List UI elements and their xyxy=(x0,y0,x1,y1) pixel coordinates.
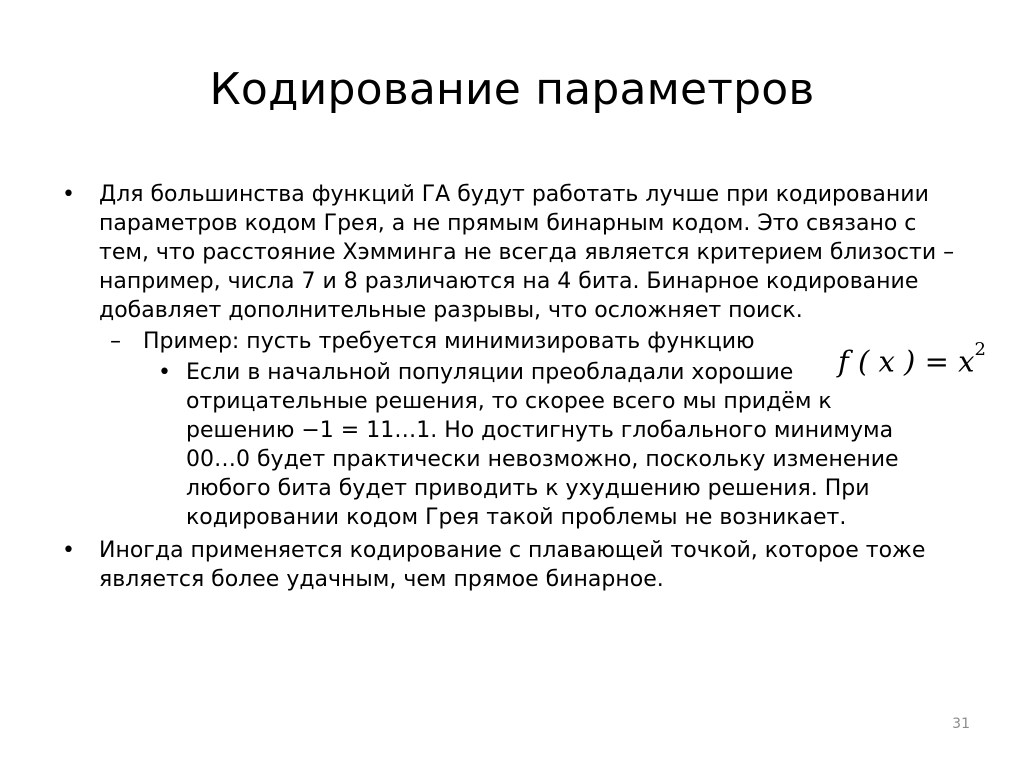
formula-base: f ( x ) = x xyxy=(838,344,975,379)
page-number: 31 xyxy=(952,716,970,732)
dash-marker: – xyxy=(110,329,121,354)
function-formula xyxy=(838,336,986,382)
bullet-marker: • xyxy=(158,360,171,385)
bullet-marker: • xyxy=(62,538,75,563)
formula-exponent: 2 xyxy=(974,339,986,360)
sub-sub-bullet-explanation xyxy=(62,358,926,532)
bullet-marker: • xyxy=(62,182,75,207)
bullet-text: Пример: пусть требуется минимизировать функцию xyxy=(143,329,755,354)
bullet-text: Если в начальной популяции преобладали хорошие отрицательные решения, то скорее всего мы придём к решению −1 = 11…1. Но достигнуть глобального минимума 00…0 будет практически невозможно, поскольку изменение любого бита будет приводить к ухудшению решения. При кодировании кодом Грея такой проблемы не возникает. xyxy=(186,360,899,530)
sub-bullet-example xyxy=(62,327,964,356)
bullet-floating-point xyxy=(62,536,964,594)
bullet-text: Иногда применяется кодирование с плавающей точкой, которое тоже является более удачным, чем прямое бинарное. xyxy=(99,538,926,592)
slide-body xyxy=(62,180,962,594)
bullet-gray-code xyxy=(62,180,964,325)
slide-title: Кодирование параметров xyxy=(209,64,815,115)
bullet-text: Для большинства функций ГА будут работать лучше при кодировании параметров кодом Грея, а не прямым бинарным кодом. Это связано с тем, что расстояние Хэмминга не всегда является критерием близости – например, числа 7 и 8 различаются на 4 бита. Бинарное кодирование добавляет дополнительные разрывы, что осложняет поиск. xyxy=(99,182,955,323)
